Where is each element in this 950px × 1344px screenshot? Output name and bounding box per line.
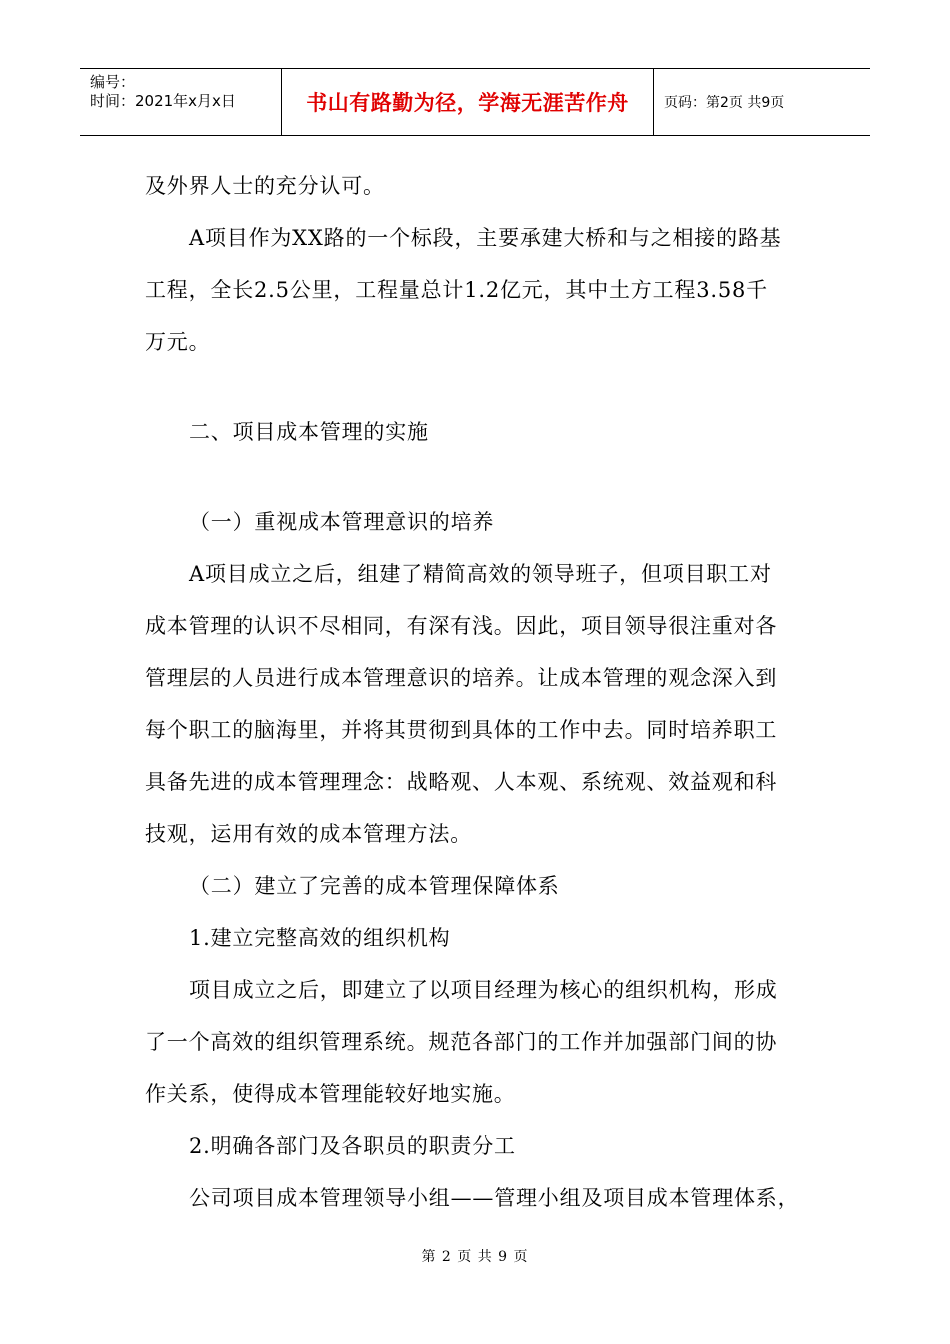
paragraph-line: 技观，运用有效的成本管理方法。 — [145, 822, 472, 846]
item-heading: 2.明确各部门及各职员的职责分工 — [189, 1134, 516, 1158]
paragraph-line: 每个职工的脑海里，并将其贯彻到具体的工作中去。同时培养职工 — [145, 718, 778, 742]
item-heading: 1.建立完整高效的组织机构 — [189, 926, 451, 950]
paragraph-line: 作关系，使得成本管理能较好地实施。 — [145, 1082, 516, 1106]
section-heading: 二、项目成本管理的实施 — [189, 420, 429, 444]
paragraph-line: 项目成立之后，即建立了以项目经理为核心的组织机构，形成 — [189, 978, 778, 1002]
paragraph-line: 具备先进的成本管理理念：战略观、人本观、系统观、效益观和科 — [145, 770, 778, 794]
document-header — [80, 68, 870, 136]
paragraph-line: 万元。 — [145, 330, 211, 354]
paragraph-line: 及外界人士的充分认可。 — [145, 174, 385, 198]
document-number-label: 编号： — [90, 73, 136, 91]
page-footer: 第 2 页 共 9 页 — [421, 1249, 529, 1265]
subsection-heading: （一）重视成本管理意识的培养 — [189, 510, 495, 534]
subsection-heading: （二）建立了完善的成本管理保障体系 — [189, 874, 560, 898]
paragraph-line: 成本管理的认识不尽相同，有深有浅。因此，项目领导很注重对各 — [145, 614, 778, 638]
paragraph-line: A项目成立之后，组建了精简高效的领导班子，但项目职工对 — [189, 562, 772, 586]
paragraph-line: 工程，全长2.5公里，工程量总计1.2亿元，其中土方工程3.58千 — [145, 278, 768, 302]
header-motto: 书山有路勤为径，学海无涯苦作舟 — [282, 69, 654, 135]
paragraph-line: A项目作为XX路的一个标段，主要承建大桥和与之相接的路基 — [189, 226, 782, 250]
paragraph-line: 了一个高效的组织管理系统。规范各部门的工作并加强部门间的协 — [145, 1030, 778, 1054]
document-time-label: 时间：2021年x月x日 — [90, 92, 236, 110]
document-body — [145, 160, 805, 1224]
paragraph-line: 公司项目成本管理领导小组——管理小组及项目成本管理体系， — [189, 1186, 800, 1210]
paragraph-line: 管理层的人员进行成本管理意识的培养。让成本管理的观念深入到 — [145, 666, 778, 690]
header-page-number: 页码：第2页 共9页 — [664, 95, 785, 111]
header-meta — [80, 69, 282, 135]
